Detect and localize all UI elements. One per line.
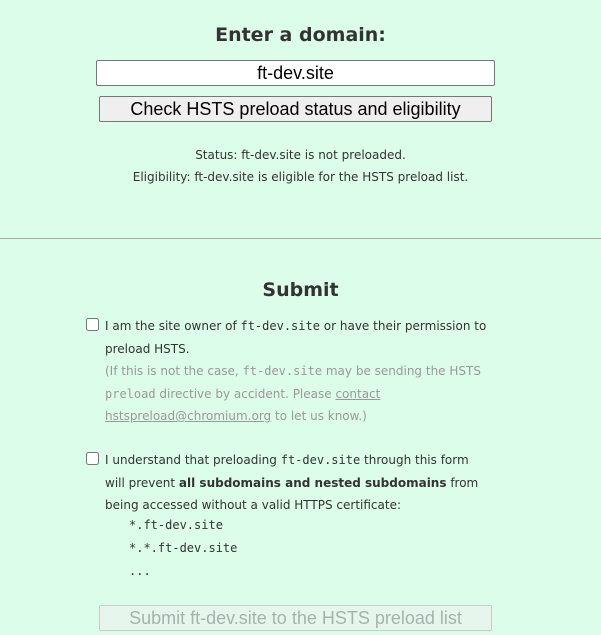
section-divider bbox=[0, 238, 601, 239]
domain-input[interactable] bbox=[96, 60, 495, 86]
check-status-button[interactable]: Check HSTS preload status and eligibility bbox=[99, 96, 492, 122]
subdomain-example: *.ft-dev.site bbox=[129, 518, 223, 532]
owner-text-after: or have their permission to preload HSTS. bbox=[105, 319, 487, 356]
owner-note bbox=[105, 360, 490, 428]
status-text: Status: ft-dev.site is not preloaded. bbox=[195, 148, 406, 162]
subdomain-example: *.*.ft-dev.site bbox=[129, 541, 238, 555]
site-owner-checkbox[interactable] bbox=[86, 318, 99, 331]
sub-text-middle: through this form will prevent bbox=[105, 453, 469, 490]
contact-email-link[interactable]: hstspreload@chromium.org bbox=[105, 409, 272, 423]
eligibility-text: Eligibility: ft-dev.site is eligible for the HSTS preload list. bbox=[132, 170, 469, 184]
subdomains-checkbox[interactable] bbox=[86, 452, 99, 465]
enter-domain-heading: Enter a domain: bbox=[215, 24, 386, 46]
sub-text-after: from being accessed without a valid HTTPS certificate: bbox=[105, 475, 479, 512]
subdomain-example: ... bbox=[129, 564, 151, 578]
sub-domain: ft-dev.site bbox=[280, 453, 361, 467]
submit-heading: Submit bbox=[262, 279, 339, 301]
owner-domain: ft-dev.site bbox=[240, 319, 320, 333]
note-after-mono: directive by accident. Please bbox=[155, 386, 336, 401]
site-owner-statement bbox=[105, 315, 490, 428]
note-domain: ft-dev.site bbox=[242, 364, 323, 378]
sub-text-before: I understand that preloading bbox=[105, 453, 281, 467]
contact-link[interactable]: contact bbox=[335, 386, 381, 401]
subdomains-statement bbox=[105, 449, 490, 517]
note-end: to let us know.) bbox=[271, 409, 367, 423]
owner-text-before: I am the site owner of bbox=[105, 319, 241, 333]
submit-domain-button[interactable]: Submit ft-dev.site to the HSTS preload list bbox=[99, 605, 492, 631]
note-before: (If this is not the case, bbox=[105, 364, 243, 378]
note-middle: may be sending the HSTS bbox=[322, 364, 481, 378]
note-preload: preload bbox=[105, 386, 156, 401]
sub-bold-text: all subdomains and nested subdomains bbox=[178, 475, 447, 490]
